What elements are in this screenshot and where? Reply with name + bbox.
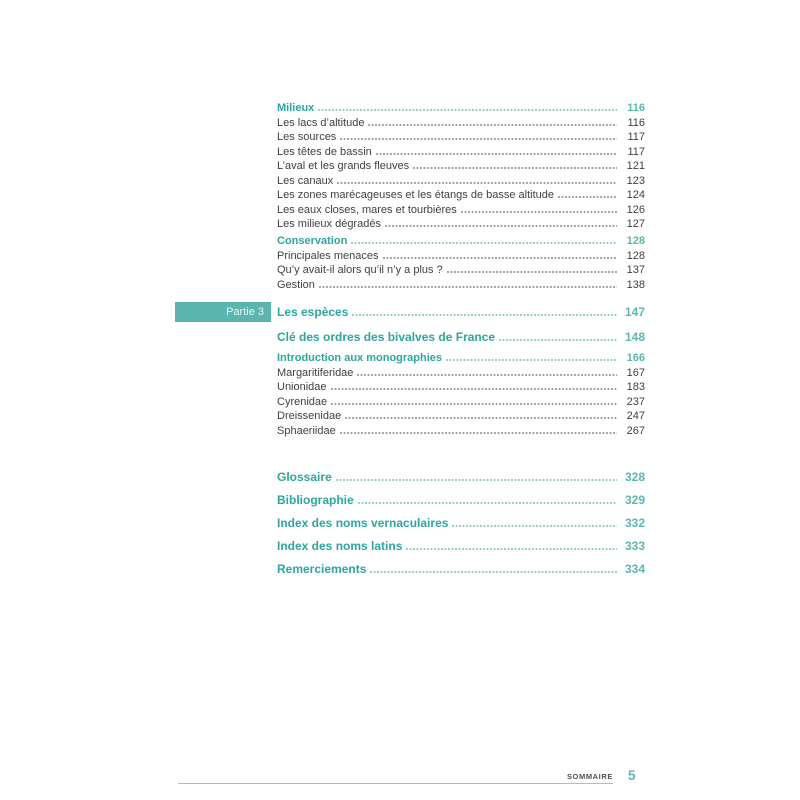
toc-entry	[277, 351, 645, 366]
toc-entry	[277, 470, 645, 485]
toc-entry	[277, 159, 645, 174]
dot-leader	[358, 502, 617, 504]
dot-leader	[340, 138, 617, 140]
toc-section-backmatter	[277, 470, 645, 585]
toc-entry	[277, 409, 645, 424]
footer-rule	[178, 783, 613, 784]
toc-entry-page: 148	[624, 330, 645, 344]
toc-entry-page: 123	[626, 174, 645, 187]
toc-entry-page: 137	[626, 264, 645, 276]
toc-entry-label: Dreissenidae	[277, 410, 342, 422]
toc-entry-page: 116	[627, 102, 645, 114]
dot-leader	[406, 548, 617, 550]
toc-entry-label: Index des noms vernaculaires	[277, 516, 449, 530]
toc-entry-label: Principales menaces	[277, 249, 379, 262]
dot-leader	[352, 314, 617, 316]
toc-section-monographies	[277, 351, 645, 438]
dot-leader	[447, 271, 617, 273]
toc-entry-label: L’aval et les grands fleuves	[277, 160, 410, 172]
toc-entry-page: 237	[626, 395, 645, 408]
dot-leader	[318, 109, 617, 111]
toc-entry	[277, 234, 645, 249]
toc-entry-label: Gestion	[277, 278, 315, 291]
toc-section-cle	[277, 330, 645, 345]
toc-entry-page: 333	[624, 539, 645, 553]
footer-section-label: SOMMAIRE	[566, 772, 613, 781]
toc-entry-label: Margaritiferidae	[277, 366, 354, 379]
toc-entry-page: 127	[626, 218, 645, 230]
toc-entry	[277, 493, 645, 508]
toc-entry-page: 183	[626, 381, 645, 393]
toc-entry-label: Les lacs d’altitude	[277, 116, 365, 129]
toc-entry-label: Glossaire	[277, 470, 332, 484]
toc-entry	[277, 380, 645, 395]
toc-entry-label: Introduction aux monographies	[277, 352, 443, 364]
toc-entry	[277, 145, 645, 160]
toc-entry-label: Unionidae	[277, 381, 327, 393]
toc-entry-label: Sphaeriidae	[277, 424, 336, 437]
toc-entry	[277, 366, 645, 381]
toc-entry-page: 267	[626, 424, 645, 437]
toc-entry-page: 124	[626, 189, 645, 201]
dot-leader	[370, 571, 617, 573]
toc-entry	[277, 101, 645, 116]
toc-entry	[277, 330, 645, 345]
dot-leader	[383, 257, 618, 259]
part-number-badge	[175, 302, 271, 322]
toc-entry-label: Cyrenidae	[277, 395, 328, 408]
toc-entry-label: Index des noms latins	[277, 539, 403, 553]
dot-leader	[499, 339, 617, 341]
dot-leader	[340, 432, 617, 434]
toc-entry-page: 116	[627, 116, 645, 129]
toc-entry-page: 138	[626, 278, 645, 291]
dot-leader	[558, 196, 617, 198]
toc-entry	[277, 263, 645, 278]
toc-section-milieux	[277, 101, 645, 232]
toc-entry	[277, 562, 645, 577]
toc-part-3-row	[175, 302, 645, 322]
dot-leader	[336, 479, 617, 481]
dot-leader	[413, 167, 617, 169]
toc-entry	[277, 174, 645, 189]
toc-entry-label: Bibliographie	[277, 493, 354, 507]
dot-leader	[368, 124, 617, 126]
dot-leader	[331, 403, 617, 405]
toc-entry-label: Les milieux dégradés	[277, 218, 381, 230]
toc-entry-label: Les sources	[277, 131, 337, 143]
toc-entry-page: 247	[626, 410, 645, 422]
dot-leader	[331, 388, 617, 390]
toc-entry-page: 166	[626, 352, 645, 364]
toc-entry	[277, 539, 645, 554]
toc-entry-label: Les eaux closes, mares et tourbières	[277, 203, 457, 216]
toc-entry-label: Milieux	[277, 102, 315, 114]
toc-entry-page: 147	[624, 304, 645, 319]
toc-entry	[277, 130, 645, 145]
toc-entry-page: 121	[626, 160, 645, 172]
toc-entry-label: Les canaux	[277, 174, 334, 187]
toc-entry-page: 328	[624, 470, 645, 484]
dot-leader	[385, 225, 617, 227]
toc-entry	[277, 116, 645, 131]
dot-leader	[345, 417, 617, 419]
toc-entry	[277, 203, 645, 218]
toc-entry-label: Remerciements	[277, 562, 367, 576]
toc-entry-page: 128	[626, 249, 645, 262]
toc-section-conservation	[277, 234, 645, 292]
dot-leader	[461, 211, 617, 213]
dot-leader	[319, 286, 617, 288]
toc-entry-label: Les têtes de bassin	[277, 145, 372, 158]
toc-entry-page: 117	[627, 145, 645, 158]
dot-leader	[376, 153, 617, 155]
toc-entry	[277, 516, 645, 531]
dot-leader	[351, 242, 617, 244]
dot-leader	[452, 525, 617, 527]
dot-leader	[446, 359, 617, 361]
toc-entry	[277, 188, 645, 203]
toc-entry-page: 117	[627, 131, 645, 143]
toc-entry-label: Conservation	[277, 235, 348, 247]
toc-entry	[277, 424, 645, 439]
toc-entry	[277, 217, 645, 232]
toc-entry-page: 329	[624, 493, 645, 507]
dot-leader	[337, 182, 617, 184]
dot-leader	[357, 374, 617, 376]
toc-entry	[277, 395, 645, 410]
toc-entry-label: Clé des ordres des bivalves de France	[277, 330, 496, 344]
toc-entry-label: Les espèces	[277, 304, 349, 319]
toc-entry-page: 167	[626, 366, 645, 379]
toc-entry-page: 332	[624, 516, 645, 530]
toc-entry-page: 128	[626, 235, 645, 247]
footer-page-number: 5	[628, 768, 636, 783]
toc-entry	[277, 305, 645, 320]
toc-entry	[277, 249, 645, 264]
toc-entry	[277, 278, 645, 293]
part-number-label: Partie 3	[226, 306, 264, 318]
toc-entry-label: Les zones marécageuses et les étangs de basse altitude	[277, 189, 555, 201]
toc-entry-page: 126	[626, 203, 645, 216]
toc-entry-page: 334	[624, 562, 645, 576]
toc-entry-label: Qu’y avait-il alors qu’il n’y a plus ?	[277, 264, 443, 276]
